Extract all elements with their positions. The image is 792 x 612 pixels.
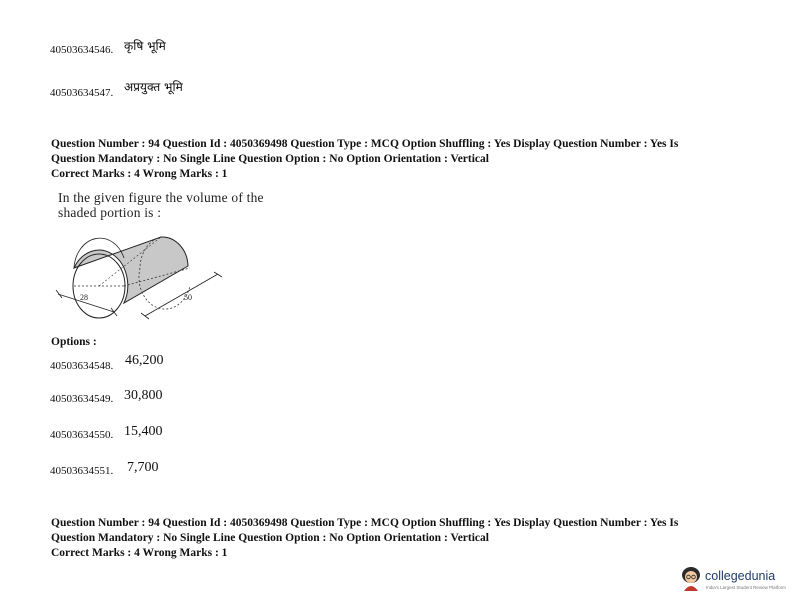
- question-text-line-1: In the given figure the volume of the: [58, 190, 264, 205]
- option-4-text: 7,700: [127, 460, 159, 475]
- mascot-icon: [680, 565, 702, 593]
- prev-option-id-1: 40503634546.: [50, 44, 114, 56]
- option-4-id: 40503634551.: [50, 465, 114, 477]
- question-meta-line-1: Question Number : 94 Question Id : 4050369498 Question Type : MCQ Option Shuffling : Yes Display Question Number : Yes Is: [51, 138, 679, 150]
- question-meta: [51, 137, 751, 182]
- logo-tagline: India's Largest Student Review Platform: [706, 585, 786, 590]
- next-question-meta-line-1: Question Number : 94 Question Id : 4050369498 Question Type : MCQ Option Shuffling : Yes Display Question Number : Yes Is: [51, 517, 679, 529]
- options-label: Options :: [51, 336, 97, 348]
- prev-option-text-1: कृषि भूमि: [124, 39, 166, 53]
- shaded-region: [74, 237, 188, 303]
- next-question-marks: Correct Marks : 4 Wrong Marks : 1: [51, 547, 228, 559]
- question-text: [58, 190, 264, 220]
- option-3-id: 40503634550.: [50, 429, 114, 441]
- option-2-text: 30,800: [124, 388, 163, 403]
- length-label: 50: [184, 293, 192, 302]
- logo-name: collegedunia: [705, 569, 776, 583]
- prev-option-text-2: अप्रयुक्त भूमि: [124, 80, 183, 94]
- option-3-text: 15,400: [124, 424, 163, 439]
- question-text-line-2: shaded portion is :: [58, 205, 162, 220]
- next-question-meta: [51, 516, 751, 561]
- option-1-text: 46,200: [125, 353, 164, 368]
- question-meta-line-2: Question Mandatory : No Single Line Question Option : No Option Orientation : Vertical: [51, 153, 489, 165]
- next-question-meta-line-2: Question Mandatory : No Single Line Question Option : No Option Orientation : Vertical: [51, 532, 489, 544]
- collegedunia-logo[interactable]: [680, 565, 785, 597]
- prev-option-id-2: 40503634547.: [50, 87, 114, 99]
- diameter-label: 28: [80, 293, 88, 302]
- option-2-id: 40503634549.: [50, 393, 114, 405]
- half-cylinder-figure: [50, 228, 230, 328]
- question-marks: Correct Marks : 4 Wrong Marks : 1: [51, 168, 228, 180]
- option-1-id: 40503634548.: [50, 360, 114, 372]
